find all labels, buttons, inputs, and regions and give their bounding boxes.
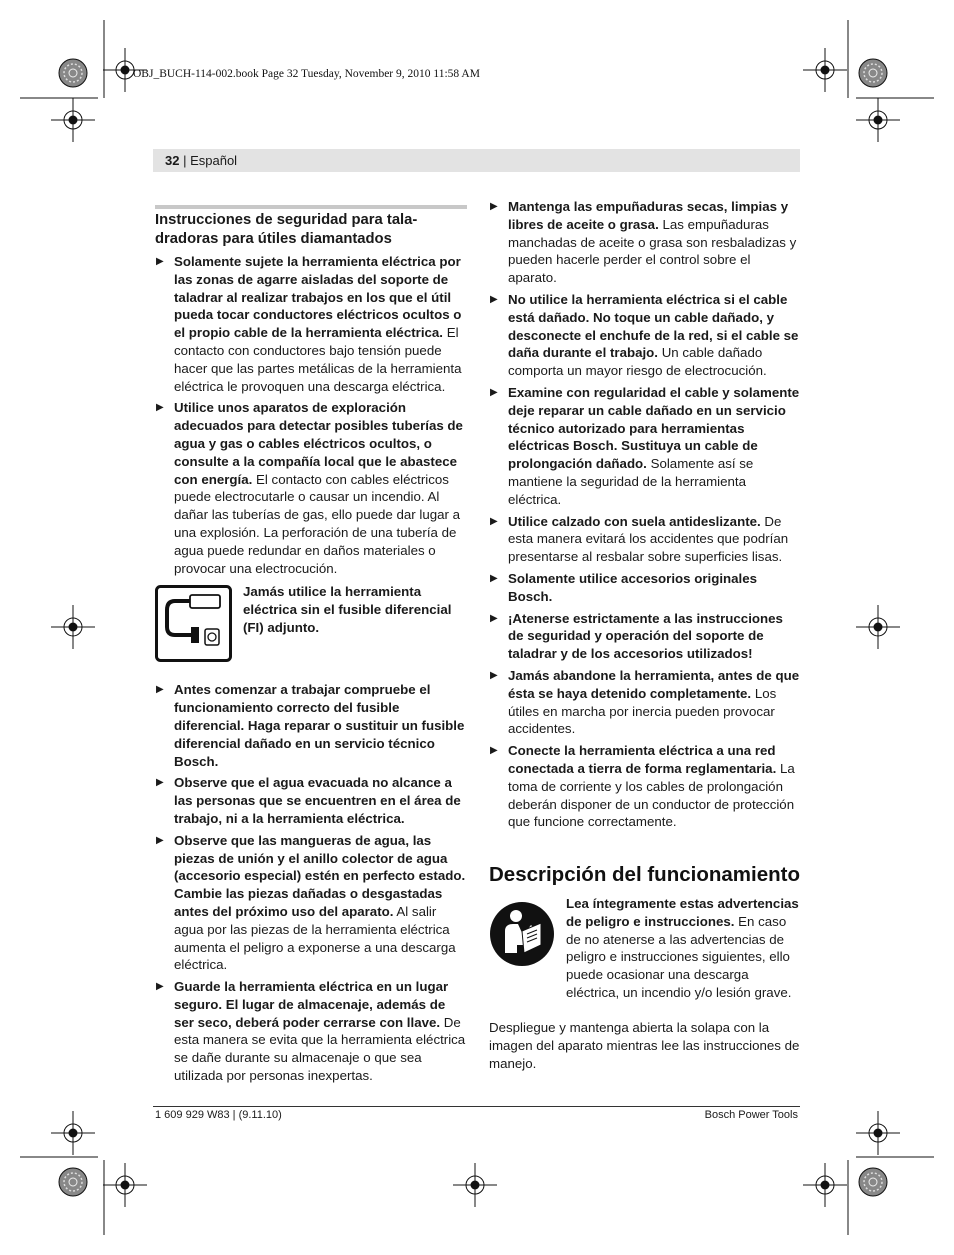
list-item: ▶ Antes comenzar a trabajar compruebe el funcionamiento correcto del fusible diferencial. Haga reparar o sustituir un fusible diferencial dañado en un servicio técnico Bosch. bbox=[156, 682, 465, 769]
list-item: ▶ Examine con regularidad el cable y solamente deje reparar un cable dañado en un servicio técnico autorizado para herramientas eléctricas Bosch. Sustituya un cable de prolongación dañado. Solamente así se mantiene la seguridad de la herramienta eléctrica. bbox=[490, 384, 800, 507]
fi-warning bbox=[155, 583, 467, 667]
footer-brand: Bosch Power Tools bbox=[704, 1109, 798, 1121]
fi-warning-text: Jamás utilice la herramienta eléctrica sin el fusible diferencial (FI) adjunto. bbox=[243, 584, 452, 635]
triangle-right-icon: ▶ bbox=[490, 612, 498, 624]
section-title: Descripción del funcionamiento bbox=[489, 863, 800, 887]
triangle-right-icon: ▶ bbox=[156, 684, 164, 696]
footer-rule bbox=[153, 1106, 800, 1107]
left-column bbox=[155, 205, 467, 1089]
triangle-right-icon: ▶ bbox=[490, 515, 498, 527]
page-number: 32 bbox=[165, 153, 180, 168]
triangle-right-icon: ▶ bbox=[490, 669, 498, 681]
section-rule bbox=[155, 205, 467, 209]
section-heading: Instrucciones de seguridad para tala- dradoras para útiles diamantados bbox=[155, 212, 418, 247]
list-item: ▶ Solamente utilice accesorios originales Bosch. bbox=[490, 570, 758, 604]
triangle-right-icon: ▶ bbox=[490, 293, 498, 305]
list-item: ▶ Mantenga las empuñaduras secas, limpias y libres de aceite o grasa. Las empuñaduras manchadas de aceite o grasa son resbaladizas y pueden hacerle perder el control sobre el aparato. bbox=[490, 199, 797, 286]
body-paragraph: Despliegue y mantenga abierta la solapa con la imagen del aparato mientras lee las instrucciones de manejo. bbox=[489, 1020, 800, 1071]
list-item: ▶ Utilice unos aparatos de exploración adecuados para detectar posibles tuberías de agua y gas o cables eléctricos ocultos, o consulte a la compañía local que le abastece con energía. El contacto con cables eléctricos puede electrocutarle o causar un incendio. Al dañar las tuberías de gas, ello puede dar lugar a una explosión. La perforación de una tubería de agua puede redundar en daños materiales o provocar una electrocución. bbox=[156, 400, 463, 576]
list-item: ▶ Observe que el agua evacuada no alcance a las personas que se encuentren en el área de trabajo, ni a la herramienta eléctrica. bbox=[156, 775, 461, 826]
read-manual-text: Lea íntegramente estas advertencias de peligro e instrucciones. En caso de no atenerse a las advertencias de peligro e instrucciones siguientes, ello puede ocasionar una descarga eléctrica, un incendio y/o lesión grave. bbox=[566, 896, 799, 1001]
triangle-right-icon: ▶ bbox=[156, 834, 164, 846]
print-slug: OBJ_BUCH-114-002.book Page 32 Tuesday, November 9, 2010 11:58 AM bbox=[133, 68, 480, 80]
triangle-right-icon: ▶ bbox=[156, 777, 164, 789]
list-item: ▶ Utilice calzado con suela antideslizante. De esta manera evitará los accidentes que podrían presentarse al resbalar sobre superficies lisas. bbox=[490, 513, 789, 565]
fi-plug-icon bbox=[155, 585, 232, 662]
list-item: ▶ Jamás abandone la herramienta, antes de que ésta se haya detenido completamente. Los útiles en marcha por inercia pueden provocar accidentes. bbox=[490, 667, 800, 737]
list-item: ▶ Observe que las mangueras de agua, las piezas de unión y el anillo colector de agua (accesorio especial) estén en perfecto estado. Cambie las piezas dañadas o desgastadas antes del próximo uso del aparato. Al salir agua por las piezas de la herramienta eléctrica aumenta el peligro a exponerse a una descarga eléctrica. bbox=[156, 832, 466, 973]
triangle-right-icon: ▶ bbox=[156, 256, 164, 267]
triangle-right-icon: ▶ bbox=[156, 402, 164, 414]
list-item: ▶ Solamente sujete la herramienta eléctrica por las zonas de agarre aisladas del soporte de taladrar al realizar trabajos en los que el útil pueda tocar conductores eléctricos ocultos o el propio cable de la herramienta eléctrica. El contacto con conductores bajo tensión puede hacer que las partes metálicas de la herramienta eléctrica le provoquen una descarga eléctrica. bbox=[156, 254, 462, 394]
right-column bbox=[489, 198, 801, 1072]
header-separator: | bbox=[179, 153, 191, 168]
read-manual-icon bbox=[489, 901, 555, 967]
list-item: ▶ Conecte la herramienta eléctrica a una red conectada a tierra de forma reglamentaria. La toma de corriente y los cables de prolongación deberán disponer de un conductor de protección que funcione correctamente. bbox=[490, 743, 795, 830]
list-item: ▶ No utilice la herramienta eléctrica si el cable está dañado. No toque un cable dañado, y desconecte el enchufe de la red, si el cable se daña durante el trabajo. Un cable dañado comporta un mayor riesgo de electrocución. bbox=[490, 291, 799, 379]
list-item: ▶ Guarde la herramienta eléctrica en un lugar seguro. El lugar de almacenaje, además de ser seco, deberá poder cerrarse con llave. De esta manera se evita que la herramienta eléctrica se dañe durante su almacenaje o que sea utilizada por personas inexpertas. bbox=[156, 979, 466, 1084]
triangle-right-icon: ▶ bbox=[490, 201, 498, 212]
triangle-right-icon: ▶ bbox=[156, 981, 164, 993]
header-language: Español bbox=[190, 153, 238, 168]
footer-doc-number: 1 609 929 W83 | (9.11.10) bbox=[155, 1109, 282, 1121]
list-item: ▶ ¡Atenerse estrictamente a las instrucciones de seguridad y operación del soporte de taladrar y de los accesorios utilizados! bbox=[490, 610, 783, 662]
triangle-right-icon: ▶ bbox=[490, 745, 498, 757]
read-manual-warning bbox=[489, 895, 801, 1015]
triangle-right-icon: ▶ bbox=[490, 386, 498, 398]
triangle-right-icon: ▶ bbox=[490, 572, 498, 584]
page-header bbox=[153, 149, 800, 172]
